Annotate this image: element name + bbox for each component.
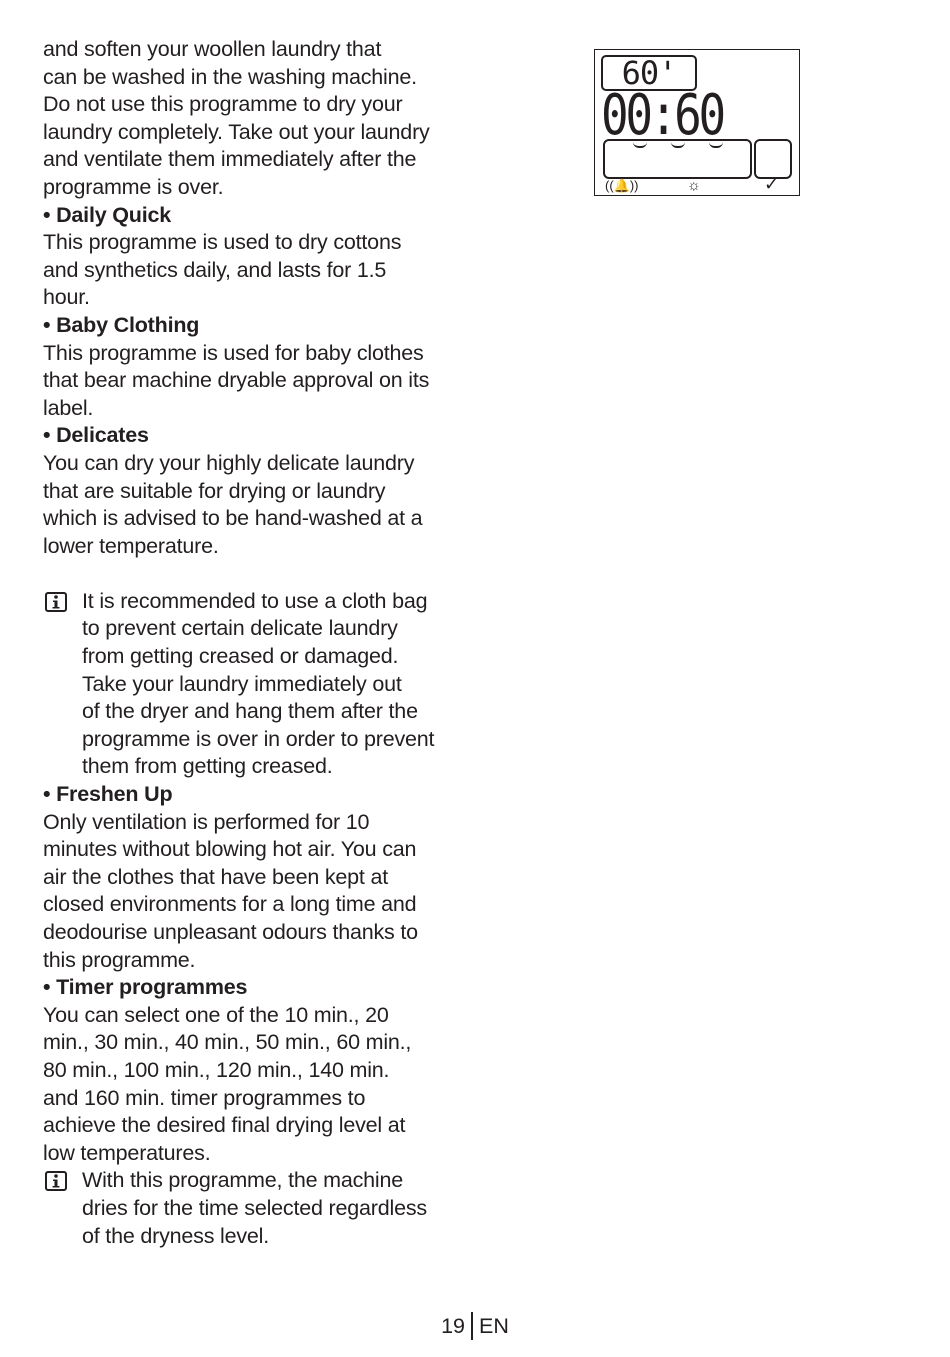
- language-code: EN: [479, 1314, 509, 1338]
- section-heading: • Delicates: [43, 423, 149, 448]
- text-line: air the clothes that have been kept at: [43, 864, 388, 889]
- text-column: [43, 36, 473, 1250]
- text-line: programme is over.: [43, 174, 224, 199]
- text-line: which is advised to be hand-washed at a: [43, 506, 423, 531]
- text-line: hour.: [43, 285, 90, 310]
- page-number: 19: [441, 1314, 466, 1338]
- auxiliary-segment-box: [754, 139, 792, 179]
- segment-divider: [671, 138, 685, 148]
- text-line: laundry completely. Take out your laundry: [43, 119, 430, 144]
- spacer: [43, 560, 473, 588]
- page-footer: [0, 1312, 950, 1340]
- text-line: this programme.: [43, 947, 196, 972]
- text-line: min., 30 min., 40 min., 50 min., 60 min.,: [43, 1030, 412, 1055]
- text-line: to prevent certain delicate laundry: [82, 616, 398, 641]
- dryness-level-bar: [603, 139, 752, 179]
- text-line: low temperatures.: [43, 1140, 211, 1165]
- intro-paragraph: [43, 36, 473, 202]
- section-heading: • Daily Quick: [43, 202, 172, 227]
- text-line: dries for the time selected regardless: [82, 1195, 427, 1220]
- text-line: and ventilate them immediately after the: [43, 147, 417, 172]
- dryer-display-illustration: [594, 49, 800, 196]
- section-timer-programmes: [43, 974, 473, 1167]
- text-line: and 160 min. timer programmes to: [43, 1085, 366, 1110]
- text-line: that are suitable for drying or laundry: [43, 478, 386, 503]
- info-icon: [45, 1171, 67, 1191]
- sun-icon: ☼: [687, 177, 701, 194]
- text-line: them from getting creased.: [82, 754, 333, 779]
- text-line: Only ventilation is performed for 10: [43, 809, 370, 834]
- info-icon: [45, 592, 67, 612]
- section-freshen-up: [43, 781, 473, 974]
- checkmark-icon: ✓: [764, 174, 780, 194]
- text-line: It is recommended to use a cloth bag: [82, 588, 428, 613]
- text-line: deodourise unpleasant odours thanks to: [43, 920, 418, 944]
- section-heading: • Freshen Up: [43, 782, 173, 807]
- text-line: can be washed in the washing machine.: [43, 64, 417, 89]
- text-line: of the dryer and hang them after the: [82, 699, 418, 724]
- section-delicates: [43, 422, 473, 560]
- text-line: programme is over in order to prevent: [82, 726, 435, 751]
- text-line: Do not use this programme to dry your: [43, 92, 403, 117]
- text-line: lower temperature.: [43, 533, 219, 558]
- text-line: that bear machine dryable approval on its: [43, 368, 430, 393]
- section-daily-quick: [43, 202, 473, 312]
- info-note-cloth-bag: [43, 588, 473, 781]
- section-baby-clothing: [43, 312, 473, 422]
- text-line: and soften your woollen laundry that: [43, 37, 382, 61]
- section-heading: • Timer programmes: [43, 975, 248, 1000]
- segment-divider: [709, 138, 723, 148]
- text-line: Take your laundry immediately out: [82, 671, 402, 696]
- info-note-timer: [43, 1167, 473, 1250]
- section-heading: • Baby Clothing: [43, 312, 200, 337]
- text-line: You can dry your highly delicate laundry: [43, 450, 415, 475]
- temperature-readout: 60': [601, 55, 697, 91]
- alarm-bell-icon: ((🔔)): [605, 178, 639, 193]
- text-line: You can select one of the 10 min., 20: [43, 1002, 389, 1027]
- time-readout: 00:60: [601, 83, 723, 148]
- text-line: 80 min., 100 min., 120 min., 140 min.: [43, 1057, 390, 1082]
- text-line: closed environments for a long time and: [43, 892, 417, 917]
- text-line: and synthetics daily, and lasts for 1.5: [43, 257, 387, 282]
- text-line: achieve the desired final drying level at: [43, 1113, 406, 1138]
- text-line: This programme is used to dry cottons: [43, 230, 402, 255]
- text-line: from getting creased or damaged.: [82, 644, 399, 669]
- text-line: This programme is used for baby clothes: [43, 340, 424, 365]
- text-line: label.: [43, 395, 94, 420]
- footer-divider: [471, 1312, 473, 1340]
- text-line: With this programme, the machine: [82, 1168, 404, 1193]
- segment-divider: [633, 138, 647, 148]
- text-line: minutes without blowing hot air. You can: [43, 837, 417, 862]
- text-line: of the dryness level.: [82, 1223, 270, 1248]
